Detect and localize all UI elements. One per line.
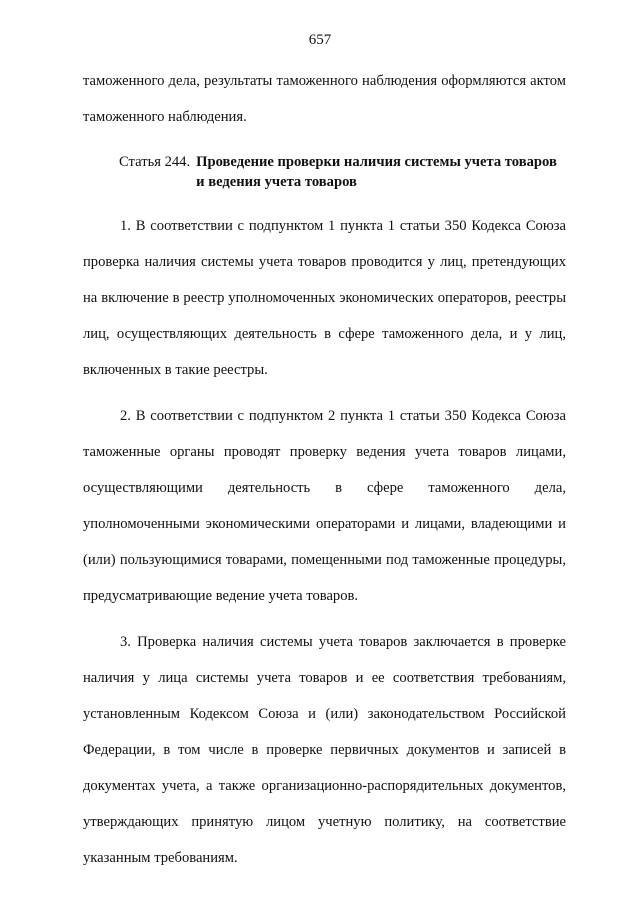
article-label: Статья 244. bbox=[119, 154, 191, 170]
document-body bbox=[83, 63, 566, 876]
page-number: 657 bbox=[308, 32, 332, 48]
article-title: Проведение проверки наличия системы учета товаров и ведения учета товаров bbox=[196, 154, 557, 190]
paragraph-3: 3. Проверка наличия системы учета товаров заключается в проверке наличия у лица системы учета товаров и ее соответствия требованиям, установленным Кодексом Союза и (или) законодательством Российской Федерации, в том числе в проверке первичных документов и записей в документах учета, а также организационно-распорядительных документов, утверждающих принятую лицом учетную политику, на соответствие указанным требованиям. bbox=[83, 634, 566, 866]
article-heading bbox=[83, 152, 566, 192]
paragraph-2: 2. В соответствии с подпунктом 2 пункта 1 статьи 350 Кодекса Союза таможенные органы проводят проверку ведения учета товаров лицами, осуществляющими деятельность в сфере таможенного дела, уполномоченными экономическими операторами и лицами, владеющими и (или) пользующимися товарами, помещенными под таможенные процедуры, предусматривающие ведение учета товаров. bbox=[83, 408, 566, 604]
paragraph-1: 1. В соответствии с подпунктом 1 пункта 1 статьи 350 Кодекса Союза проверка наличия системы учета товаров проводится у лиц, претендующих на включение в реестр уполномоченных экономических операторов, реестры лиц, осуществляющих деятельность в сфере таможенного дела, и у лиц, включенных в такие реестры. bbox=[83, 218, 566, 378]
intro-paragraph: таможенного дела, результаты таможенного наблюдения оформляются актом таможенного наблюдения. bbox=[83, 73, 566, 125]
